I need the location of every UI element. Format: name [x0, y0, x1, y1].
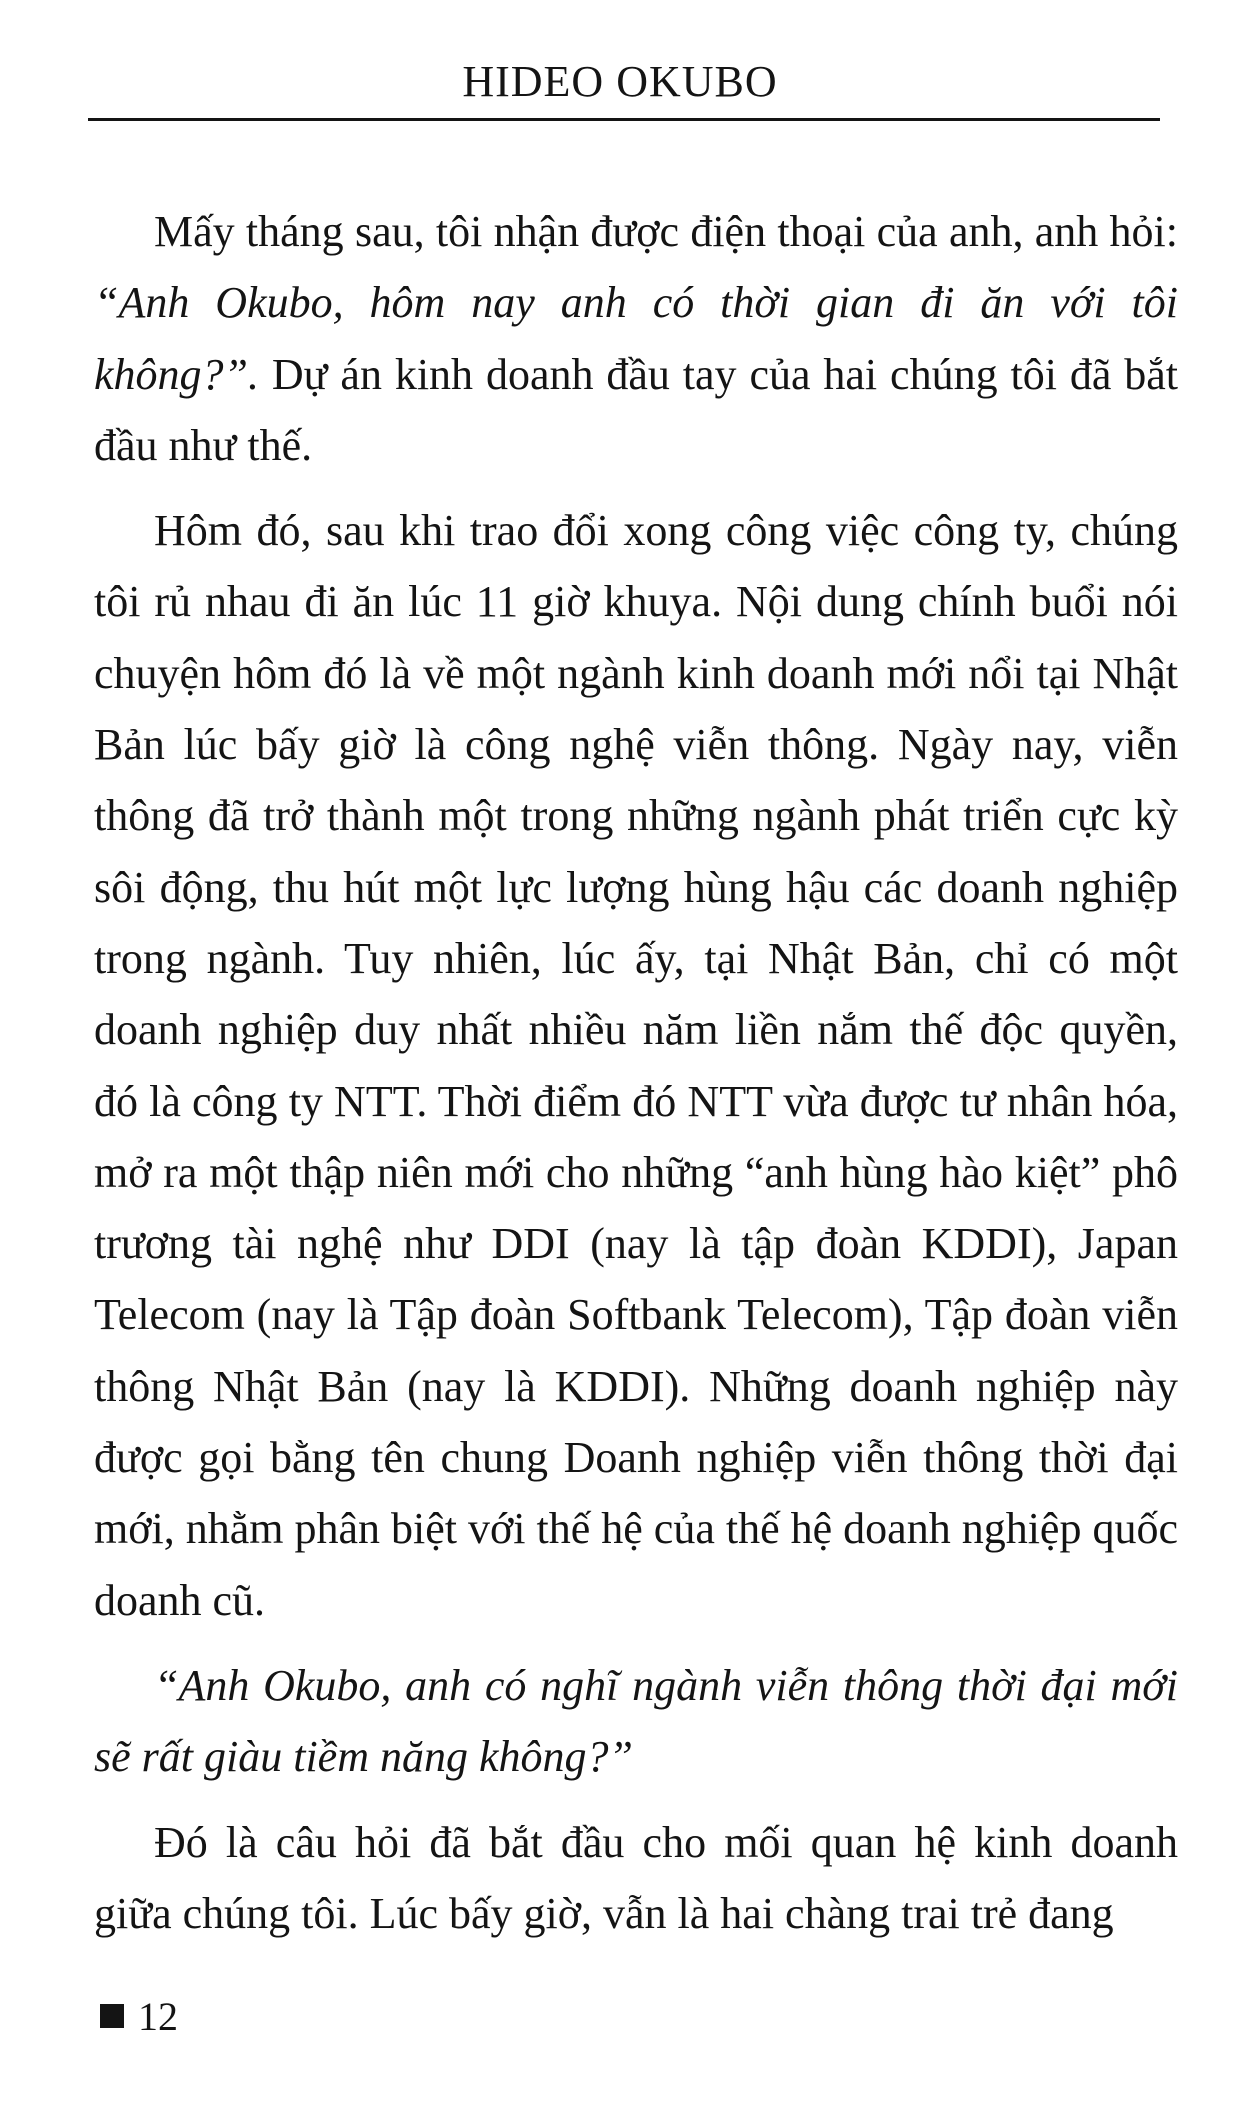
paragraph-4: Đó là câu hỏi đã bắt đầu cho mối quan hệ kinh doanh giữa chúng tôi. Lúc bấy giờ, vẫn là hai chàng trai trẻ đang [94, 1817, 1178, 1938]
paragraph-1-tail: Dự án kinh doanh đầu tay của hai chúng tôi đã bắt đầu như thế. [94, 349, 1178, 470]
page-footer [100, 1993, 178, 2039]
body-text [94, 196, 1178, 1963]
paragraph-1 [94, 196, 1178, 481]
paragraph-3-quote: “Anh Okubo, anh có nghĩ ngành viễn thông thời đại mới sẽ rất giàu tiềm năng không?” [94, 1660, 1178, 1782]
running-header-title: HIDEO OKUBO [462, 57, 778, 106]
page-number: 12 [138, 1993, 178, 2039]
paragraph-1-quote: “Anh Okubo, hôm nay anh có thời gian đi ăn với tôi không?”. [94, 278, 1178, 399]
square-bullet-icon [100, 2004, 124, 2028]
paragraph-2: Hôm đó, sau khi trao đổi xong công việc công ty, chúng tôi rủ nhau đi ăn lúc 11 giờ khuya. Nội dung chính buổi nói chuyện hôm đó là về một ngành kinh doanh mới nổi tại Nhật Bản lúc bấy giờ là công nghệ viễn thông. Ngày nay, viễn thông đã trở thành một trong những ngành phát triển cực kỳ sôi động, thu hút một lực lượng hùng hậu các doanh nghiệp trong ngành. Tuy nhiên, lúc ấy, tại Nhật Bản, chỉ có một doanh nghiệp duy nhất nhiều năm liền nắm thế độc quyền, đó là công ty NTT. Thời điểm đó NTT vừa được tư nhân hóa, mở ra một thập niên mới cho những “anh hùng hào kiệt” phô trương tài nghệ như DDI (nay là tập đoàn KDDI), Japan Telecom (nay là Tập đoàn Softbank Telecom), Tập đoàn viễn thông Nhật Bản (nay là KDDI). Những doanh nghiệp này được gọi bằng tên chung Doanh nghiệp viễn thông thời đại mới, nhằm phân biệt với thế hệ của thế hệ doanh nghiệp quốc doanh cũ. [94, 506, 1178, 1625]
header-rule [88, 118, 1160, 121]
paragraph-1-lead: Mấy tháng sau, tôi nhận được điện thoại của anh, anh hỏi: [154, 207, 1178, 256]
